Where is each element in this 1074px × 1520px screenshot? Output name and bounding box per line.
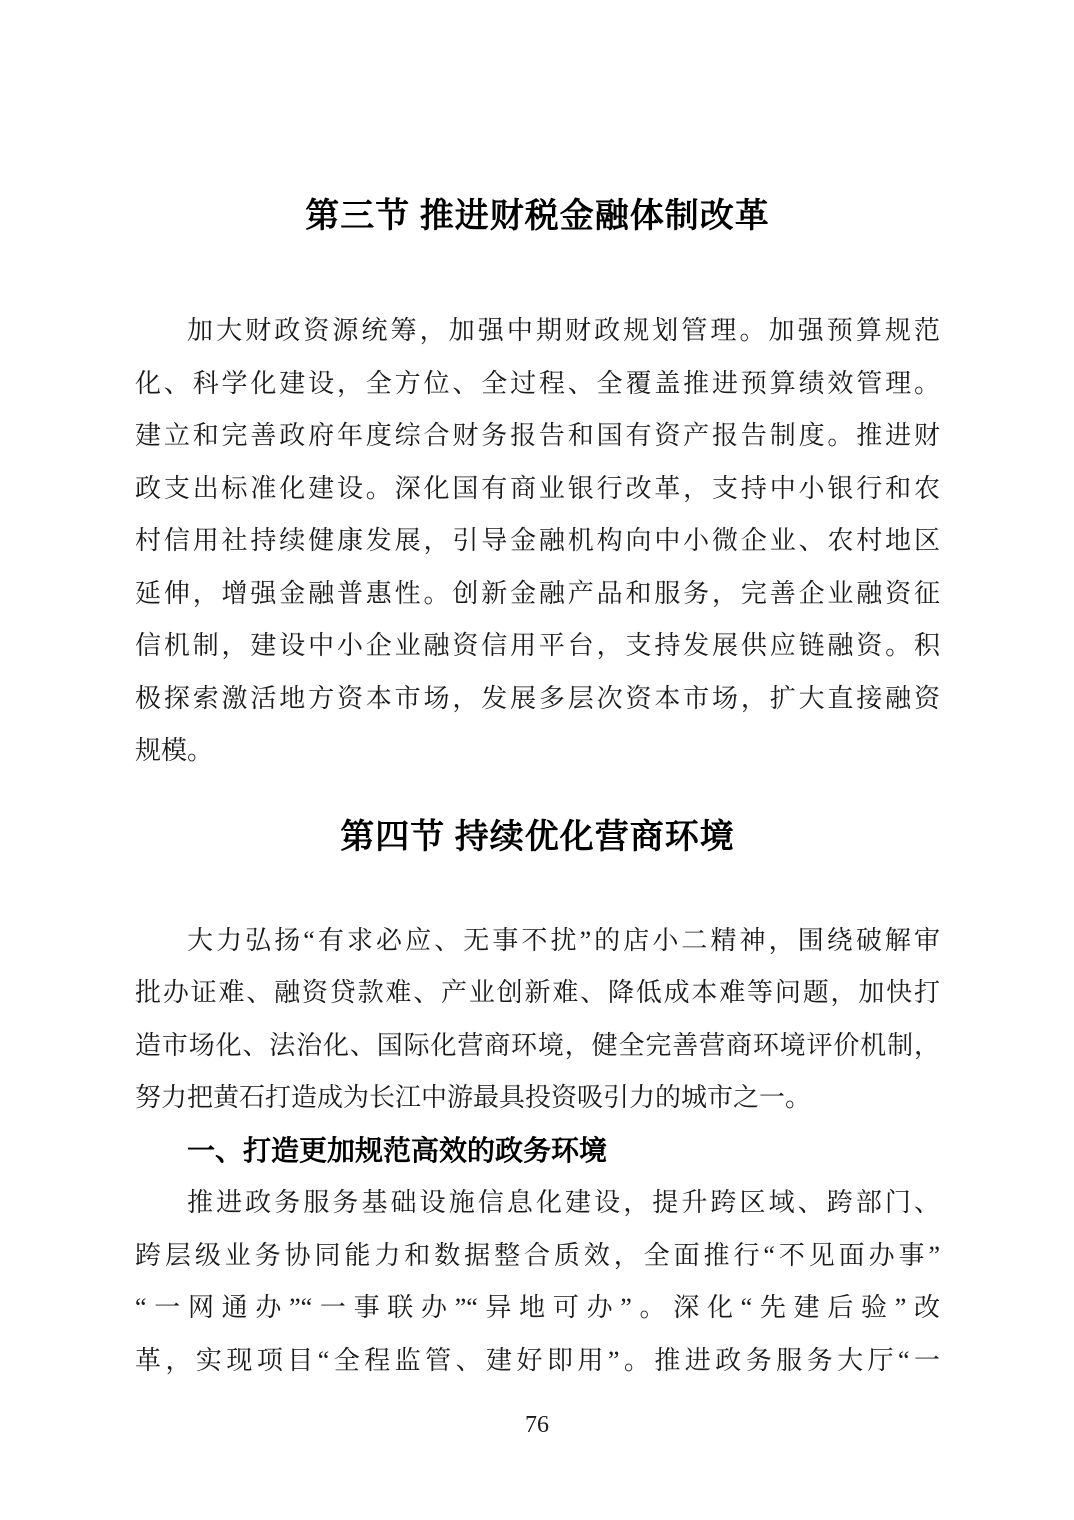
text-line: 化、科学化建设，全方位、全过程、全覆盖推进预算绩效管理。	[135, 368, 940, 398]
paragraph	[135, 305, 940, 778]
section-title: 第四节 持续优化营商环境	[340, 818, 735, 856]
text-line: 努力把黄石打造成为长江中游最具投资吸引力的城市之一。	[135, 1083, 812, 1112]
text-line: 推进政务服务基础设施信息化建设，提升跨区域、跨部门、	[187, 1188, 940, 1217]
document-body	[135, 0, 940, 1387]
sub-heading: 一、打造更加规范高效的政务环境	[187, 1134, 608, 1166]
text-line: 延伸，增强金融普惠性。创新金融产品和服务，完善企业融资征	[135, 578, 940, 608]
text-line: 规模。	[135, 736, 214, 765]
text-line: 大力弘扬“有求必应、无事不扰”的店小二精神，围绕破解审	[187, 925, 940, 955]
text-line: 革，实现项目“全程监管、建好即用”。推进政务服务大厅“一	[135, 1345, 940, 1375]
text-line: “一网通办”“一事联办”“异地可办”。深化“先建后验”改	[135, 1293, 940, 1322]
page-number: 76	[525, 1412, 549, 1438]
text-line: 极探索激活地方资本市场，发展多层次资本市场，扩大直接融资	[135, 683, 940, 713]
text-line: 加大财政资源统筹，加强中期财政规划管理。加强预算规范	[187, 316, 940, 345]
text-line: 村信用社持续健康发展，引导金融机构向中小微企业、农村地区	[135, 526, 940, 555]
section-title: 第三节 推进财税金融体制改革	[305, 198, 770, 235]
text-line: 批办证难、融资贷款难、产业创新难、降低成本难等问题，加快打	[135, 978, 940, 1007]
paragraph	[135, 1177, 940, 1387]
text-line: 政支出标准化建设。深化国有商业银行改革，支持中小银行和农	[135, 473, 940, 503]
paragraph	[135, 915, 940, 1125]
text-line: 跨层级业务协同能力和数据整合质效，全面推行“不见面办事”	[135, 1240, 940, 1270]
text-line: 信机制，建设中小企业融资信用平台，支持发展供应链融资。积	[135, 631, 940, 660]
text-line: 建立和完善政府年度综合财务报告和国有资产报告制度。推进财	[135, 421, 940, 450]
text-line: 造市场化、法治化、国际化营商环境，健全完善营商环境评价机制，	[135, 1030, 940, 1060]
